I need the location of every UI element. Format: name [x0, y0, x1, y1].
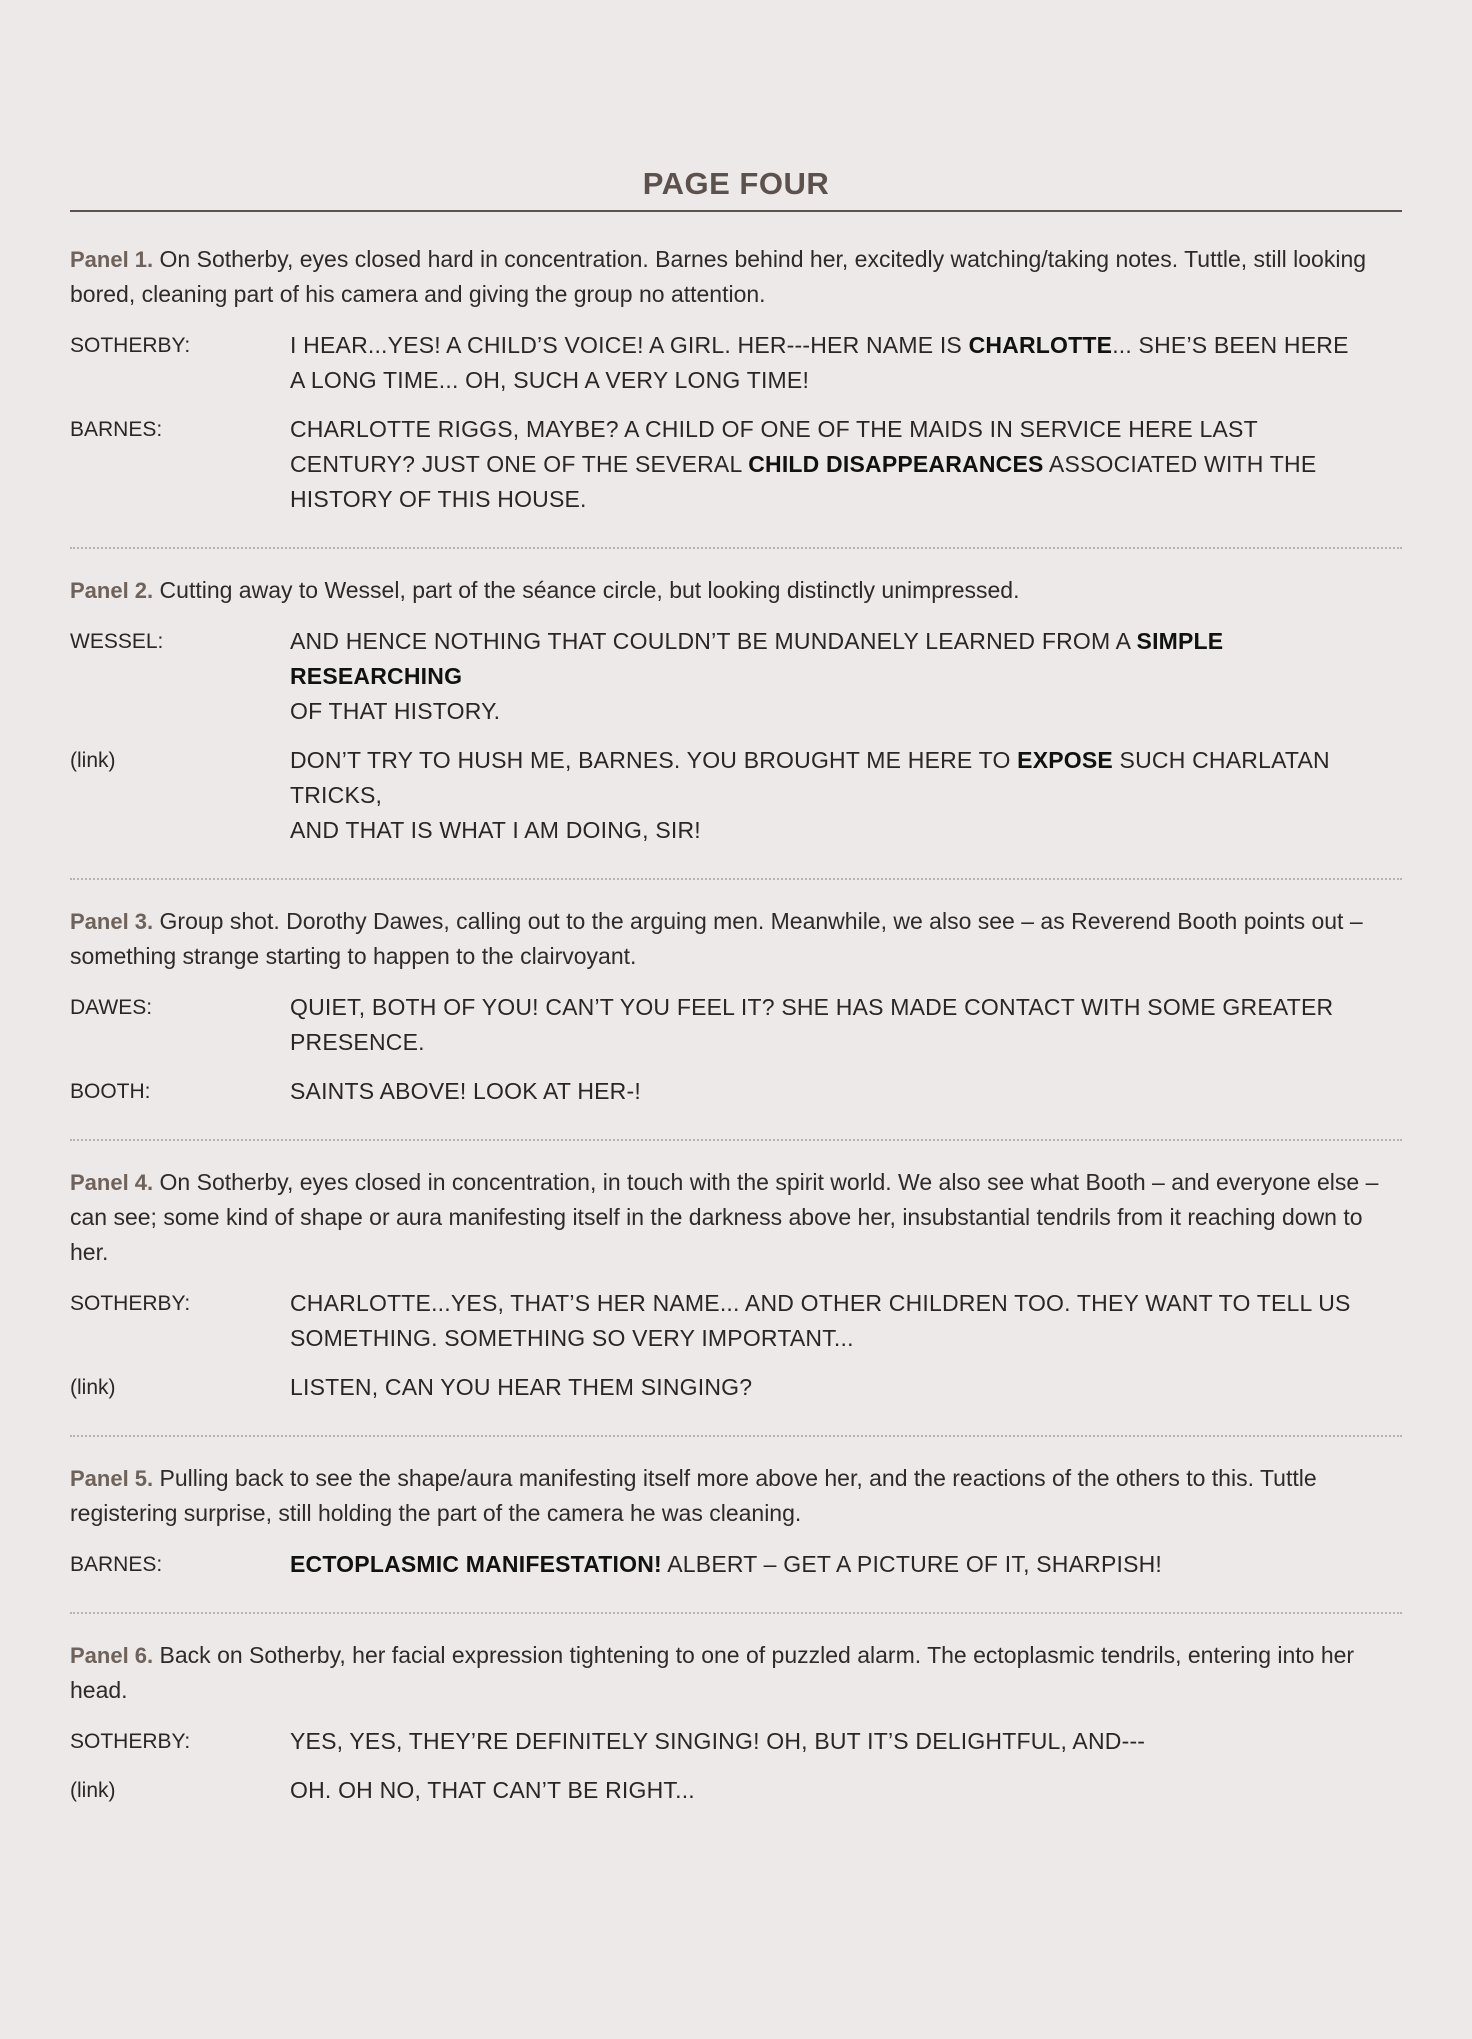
dialogue-line	[70, 1286, 1402, 1356]
speaker-name: SOTHERBY:	[70, 1730, 191, 1753]
emphasis-text: EXPOSE	[1017, 747, 1113, 773]
dialogue-segment: CHARLOTTE...YES, THAT’S HER NAME... AND OTHER CHILDREN TOO. THEY WANT TO TELL US SOMETHING. SOMETHING SO VERY IMPORTANT...	[290, 1290, 1351, 1351]
panel-description-text: Pulling back to see the shape/aura manifesting itself more above her, and the reactions of the others to this. Tuttle registering surprise, still holding the part of the camera he was cleaning.	[70, 1465, 1317, 1526]
dialogue-line	[70, 1074, 1402, 1109]
panel-label: Panel 1.	[70, 247, 154, 272]
speaker-name: (link)	[70, 749, 116, 772]
dialogue-line	[70, 328, 1402, 398]
panel-label: Panel 5.	[70, 1466, 154, 1491]
dialogue-segment: LISTEN, CAN YOU HEAR THEM SINGING?	[290, 1374, 753, 1400]
dialogue-text	[290, 1547, 1360, 1582]
dialogue-line	[70, 1547, 1402, 1582]
panel-description	[70, 904, 1402, 974]
dialogue-text	[290, 624, 1360, 729]
dialogue-segment: CHARLOTTE RIGGS, MAYBE? A CHILD OF ONE OF THE MAIDS IN SERVICE HERE LAST CENTURY? JUST ONE OF THE SEVERAL	[290, 416, 1258, 477]
panel-description	[70, 242, 1402, 312]
speaker-name: BARNES:	[70, 1553, 163, 1576]
panel-2	[70, 573, 1402, 848]
speaker-name: (link)	[70, 1376, 116, 1399]
panel-divider	[70, 547, 1402, 549]
dialogue-segment: AND THAT IS WHAT I AM DOING, SIR!	[290, 817, 701, 843]
dialogue-segment: OF THAT HISTORY.	[290, 698, 501, 724]
speaker-name: SOTHERBY:	[70, 334, 191, 357]
panel-3	[70, 904, 1402, 1109]
dialogue-text	[290, 328, 1360, 398]
dialogue-line	[70, 624, 1402, 729]
dialogue-text	[290, 743, 1360, 848]
dialogue-segment: OH. OH NO, THAT CAN’T BE RIGHT...	[290, 1777, 695, 1803]
script-page	[70, 160, 1402, 1808]
dialogue-text	[290, 1724, 1360, 1759]
dialogue-line	[70, 1773, 1402, 1808]
dialogue-segment: ... SHE’S BEEN HERE A LONG TIME... OH, SUCH A VERY LONG TIME!	[290, 332, 1349, 393]
dialogue-line	[70, 412, 1402, 517]
panel-description	[70, 573, 1402, 608]
dialogue-segment: SUCH CHARLATAN TRICKS,	[290, 747, 1330, 808]
dialogue-segment: YES, YES, THEY’RE DEFINITELY SINGING! OH, BUT IT’S DELIGHTFUL, AND---	[290, 1728, 1146, 1754]
dialogue-line	[70, 990, 1402, 1060]
panel-6	[70, 1638, 1402, 1808]
panel-description-text: On Sotherby, eyes closed in concentration, in touch with the spirit world. We also see what Booth – and everyone else – can see; some kind of shape or aura manifesting itself in the darkness above her, insubstantial tendrils from it reaching down to her.	[70, 1169, 1379, 1265]
panel-1	[70, 242, 1402, 517]
emphasis-text: ECTOPLASMIC MANIFESTATION!	[290, 1551, 662, 1577]
dialogue-segment: QUIET, BOTH OF YOU! CAN’T YOU FEEL IT? SHE HAS MADE CONTACT WITH SOME GREATER PRESENCE.	[290, 994, 1334, 1055]
dialogue-segment: AND HENCE NOTHING THAT COULDN’T BE MUNDANELY LEARNED FROM A	[290, 628, 1137, 654]
speaker-name: BOOTH:	[70, 1080, 151, 1103]
dialogue-text	[290, 1773, 1360, 1808]
dialogue-segment: DON’T TRY TO HUSH ME, BARNES. YOU BROUGHT ME HERE TO	[290, 747, 1018, 773]
dialogue-segment: ASSOCIATED WITH THE HISTORY OF THIS HOUSE.	[290, 451, 1317, 512]
panel-description-text: On Sotherby, eyes closed hard in concentration. Barnes behind her, excitedly watching/taking notes. Tuttle, still looking bored, cleaning part of his camera and giving the group no attention.	[70, 246, 1367, 307]
dialogue-text	[290, 990, 1360, 1060]
speaker-name: DAWES:	[70, 996, 153, 1019]
dialogue-segment: ALBERT – GET A PICTURE OF IT, SHARPISH!	[661, 1551, 1163, 1577]
emphasis-text: CHARLOTTE	[968, 332, 1113, 358]
panel-description-text: Group shot. Dorothy Dawes, calling out to the arguing men. Meanwhile, we also see – as Reverend Booth points out – something strange starting to happen to the clairvoyant.	[70, 908, 1363, 969]
page-title: PAGE FOUR	[70, 160, 1402, 212]
dialogue-text	[290, 1370, 1360, 1405]
panel-description	[70, 1638, 1402, 1708]
emphasis-text: SIMPLE RESEARCHING	[290, 628, 1224, 689]
panel-label: Panel 4.	[70, 1170, 154, 1195]
panel-description-text: Back on Sotherby, her facial expression tightening to one of puzzled alarm. The ectoplasmic tendrils, entering into her head.	[70, 1642, 1355, 1703]
speaker-name: BARNES:	[70, 418, 163, 441]
panel-divider	[70, 1435, 1402, 1437]
dialogue-text	[290, 412, 1360, 517]
dialogue-line	[70, 1724, 1402, 1759]
panel-description-text: Cutting away to Wessel, part of the séance circle, but looking distinctly unimpressed.	[153, 577, 1020, 603]
speaker-name: WESSEL:	[70, 630, 164, 653]
panel-list	[70, 242, 1402, 1808]
panel-5	[70, 1461, 1402, 1582]
dialogue-text	[290, 1074, 1360, 1109]
speaker-name: (link)	[70, 1779, 116, 1802]
panel-label: Panel 3.	[70, 909, 154, 934]
dialogue-segment: I HEAR...YES! A CHILD’S VOICE! A GIRL. HER---HER NAME IS	[290, 332, 969, 358]
panel-label: Panel 2.	[70, 578, 154, 603]
panel-description	[70, 1165, 1402, 1270]
speaker-name: SOTHERBY:	[70, 1292, 191, 1315]
panel-label: Panel 6.	[70, 1643, 154, 1668]
panel-description	[70, 1461, 1402, 1531]
dialogue-segment: SAINTS ABOVE! LOOK AT HER-!	[290, 1078, 641, 1104]
emphasis-text: CHILD DISAPPEARANCES	[748, 451, 1044, 477]
panel-divider	[70, 1139, 1402, 1141]
dialogue-text	[290, 1286, 1360, 1356]
panel-divider	[70, 878, 1402, 880]
panel-divider	[70, 1612, 1402, 1614]
dialogue-line	[70, 1370, 1402, 1405]
panel-4	[70, 1165, 1402, 1405]
dialogue-line	[70, 743, 1402, 848]
